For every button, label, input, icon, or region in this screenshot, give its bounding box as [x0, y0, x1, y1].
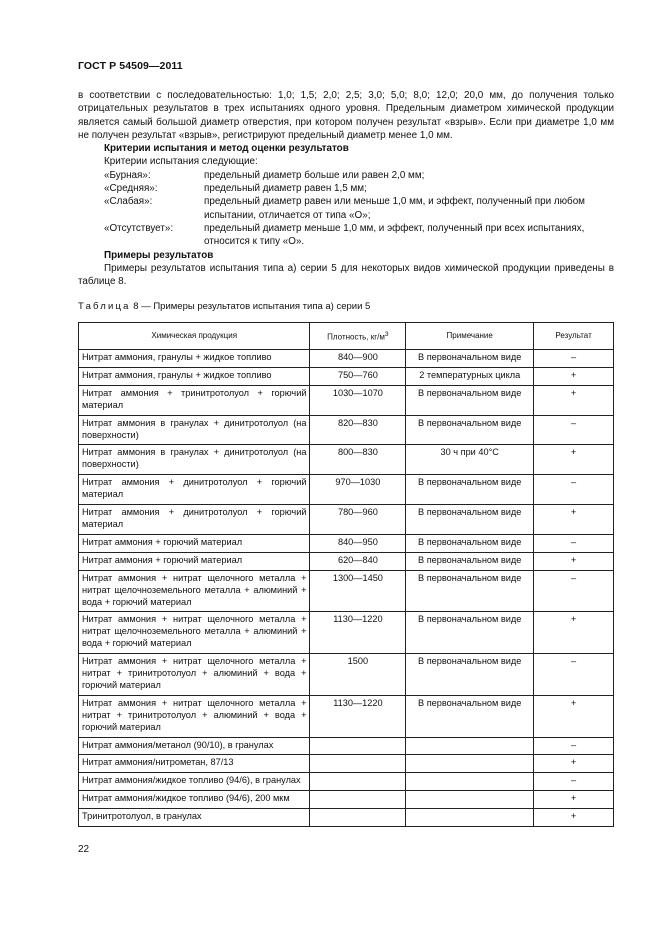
criterion-item — [78, 182, 614, 195]
cell-product: Нитрат аммония + нитрат щелочного металла + нитрат + тринитротолуол + алюминий + вода + горючий материал — [79, 654, 310, 696]
cell-result: – — [534, 737, 614, 755]
table-row — [79, 755, 614, 773]
cell-result: + — [534, 552, 614, 570]
cell-product: Нитрат аммония, гранулы + жидкое топливо — [79, 350, 310, 368]
cell-note: 2 температурных цикла — [406, 367, 534, 385]
cell-density: 970—1030 — [310, 475, 406, 505]
cell-density: 1500 — [310, 654, 406, 696]
results-table — [78, 322, 614, 827]
table-row — [79, 773, 614, 791]
cell-density: 840—950 — [310, 534, 406, 552]
cell-density — [310, 809, 406, 827]
criterion-term: «Отсутствует»: — [104, 222, 174, 234]
cell-result: – — [534, 534, 614, 552]
cell-result: + — [534, 612, 614, 654]
cell-density: 620—840 — [310, 552, 406, 570]
cell-note: В первоначальном виде — [406, 570, 534, 612]
cell-note: В первоначальном виде — [406, 612, 534, 654]
table-row — [79, 791, 614, 809]
table-caption-label: Таблица — [78, 301, 131, 312]
criterion-definition: предельный диаметр больше или равен 2,0 мм; — [204, 169, 425, 181]
cell-result: + — [534, 755, 614, 773]
page-number: 22 — [78, 844, 90, 855]
cell-density: 1030—1070 — [310, 385, 406, 415]
cell-result: + — [534, 367, 614, 385]
cell-density: 1130—1220 — [310, 612, 406, 654]
cell-note: В первоначальном виде — [406, 385, 534, 415]
criterion-definition: предельный диаметр равен или меньше 1,0 мм, и эффект, полученный при любом испытании, отличается от типа «О»; — [204, 196, 585, 221]
cell-product: Нитрат аммония + динитротолуол + горючий материал — [79, 505, 310, 535]
cell-note: В первоначальном виде — [406, 350, 534, 368]
cell-result: + — [534, 445, 614, 475]
cell-product: Нитрат аммония + горючий материал — [79, 552, 310, 570]
table-row — [79, 654, 614, 696]
table-row — [79, 385, 614, 415]
cell-note: В первоначальном виде — [406, 505, 534, 535]
criterion-term: «Средняя»: — [104, 183, 158, 195]
table-row — [79, 415, 614, 445]
header-result: Результат — [534, 323, 614, 350]
cell-density — [310, 791, 406, 809]
cell-product: Нитрат аммония/метанол (90/10), в гранулах — [79, 737, 310, 755]
cell-result: – — [534, 654, 614, 696]
criterion-item — [78, 169, 614, 182]
cell-density: 1300—1450 — [310, 570, 406, 612]
criterion-term: «Слабая»: — [104, 196, 153, 208]
cell-result: – — [534, 570, 614, 612]
cell-density: 780—960 — [310, 505, 406, 535]
cell-result: – — [534, 773, 614, 791]
criterion-item — [78, 222, 614, 249]
table-row — [79, 695, 614, 737]
cell-result: + — [534, 695, 614, 737]
cell-note — [406, 773, 534, 791]
table-body — [79, 350, 614, 827]
criterion-definition: предельный диаметр равен 1,5 мм; — [204, 183, 367, 195]
cell-product: Нитрат аммония + нитрат щелочного металла + нитрат + тринитротолуол + алюминий + вода + горючий материал — [79, 695, 310, 737]
cell-product: Нитрат аммония/нитрометан, 87/13 — [79, 755, 310, 773]
table-row — [79, 552, 614, 570]
criterion-item — [78, 195, 614, 222]
table-header-row — [79, 323, 614, 350]
cell-product: Нитрат аммония + тринитротолуол + горючий материал — [79, 385, 310, 415]
criterion-definition: предельный диаметр меньше 1,0 мм, и эффект, полученный при всех испытаниях, относится к типу «О». — [204, 222, 585, 248]
cell-note: В первоначальном виде — [406, 552, 534, 570]
table-caption-text: 8 — Примеры результатов испытания типа а) серии 5 — [130, 301, 371, 312]
cell-result: – — [534, 475, 614, 505]
criterion-term: «Бурная»: — [104, 169, 151, 181]
body-text — [78, 89, 614, 288]
cell-density: 750—760 — [310, 367, 406, 385]
cell-density: 840—900 — [310, 350, 406, 368]
table-row — [79, 505, 614, 535]
header-note: Примечание — [406, 323, 534, 350]
cell-density — [310, 755, 406, 773]
header-density-sup: 3 — [384, 330, 389, 338]
cell-note: В первоначальном виде — [406, 534, 534, 552]
cell-note — [406, 809, 534, 827]
cell-note: В первоначальном виде — [406, 654, 534, 696]
header-product: Химическая продукция — [79, 323, 310, 350]
table-row — [79, 350, 614, 368]
cell-product: Нитрат аммония + нитрат щелочного металла + нитрат щелочноземельного металла + алюминий + вода + горючий материал — [79, 612, 310, 654]
cell-note — [406, 791, 534, 809]
cell-product: Нитрат аммония в гранулах + динитротолуол (на поверхности) — [79, 445, 310, 475]
cell-result: + — [534, 385, 614, 415]
table-row — [79, 570, 614, 612]
examples-paragraph: Примеры результатов испытания типа а) серии 5 для некоторых видов химической продукции приведены в таблице 8. — [78, 262, 614, 288]
intro-paragraph: в соответствии с последовательностью: 1,0; 1,5; 2,0; 2,5; 3,0; 5,0; 8,0; 12,0; 20,0 мм, до получения только отрицательных результатов в трех испытаниях одного уровня. Предельным диаметром химической продукции является самый большой диаметр отверстия, при котором получен результат «взрыв». Если при диаметре 1,0 мм не получен результат «взрыв», регистрируют предельный диаметр менее 1,0 мм. — [78, 90, 614, 141]
criteria-heading: Критерии испытания и метод оценки результатов — [104, 143, 349, 155]
cell-note — [406, 755, 534, 773]
table-row — [79, 737, 614, 755]
table-caption — [78, 301, 370, 312]
table-row — [79, 445, 614, 475]
criteria-intro: Критерии испытания следующие: — [104, 156, 258, 168]
table-row — [79, 534, 614, 552]
cell-density: 820—830 — [310, 415, 406, 445]
header-density-label: Плотность, кг/м — [327, 332, 385, 342]
cell-product: Нитрат аммония, гранулы + жидкое топливо — [79, 367, 310, 385]
cell-result: + — [534, 809, 614, 827]
cell-product: Нитрат аммония/жидкое топливо (94/6), 200 мкм — [79, 791, 310, 809]
cell-result: + — [534, 505, 614, 535]
cell-density: 1130—1220 — [310, 695, 406, 737]
cell-product: Нитрат аммония + динитротолуол + горючий материал — [79, 475, 310, 505]
cell-note: 30 ч при 40°С — [406, 445, 534, 475]
cell-density — [310, 773, 406, 791]
cell-product: Нитрат аммония + горючий материал — [79, 534, 310, 552]
cell-product: Нитрат аммония + нитрат щелочного металла + нитрат щелочноземельного металла + алюминий + вода + горючий материал — [79, 570, 310, 612]
cell-product: Тринитротолуол, в гранулах — [79, 809, 310, 827]
cell-result: + — [534, 791, 614, 809]
cell-result: – — [534, 350, 614, 368]
cell-density: 800—830 — [310, 445, 406, 475]
table-row — [79, 612, 614, 654]
cell-product: Нитрат аммония/жидкое топливо (94/6), в гранулах — [79, 773, 310, 791]
document-header: ГОСТ Р 54509—2011 — [78, 60, 183, 72]
table-row — [79, 367, 614, 385]
cell-note: В первоначальном виде — [406, 695, 534, 737]
table-row — [79, 475, 614, 505]
cell-note: В первоначальном виде — [406, 475, 534, 505]
table-row — [79, 809, 614, 827]
cell-density — [310, 737, 406, 755]
header-density — [310, 323, 406, 350]
cell-note: В первоначальном виде — [406, 415, 534, 445]
cell-product: Нитрат аммония в гранулах + динитротолуол (на поверхности) — [79, 415, 310, 445]
examples-heading: Примеры результатов — [104, 249, 214, 261]
cell-result: – — [534, 415, 614, 445]
cell-note — [406, 737, 534, 755]
